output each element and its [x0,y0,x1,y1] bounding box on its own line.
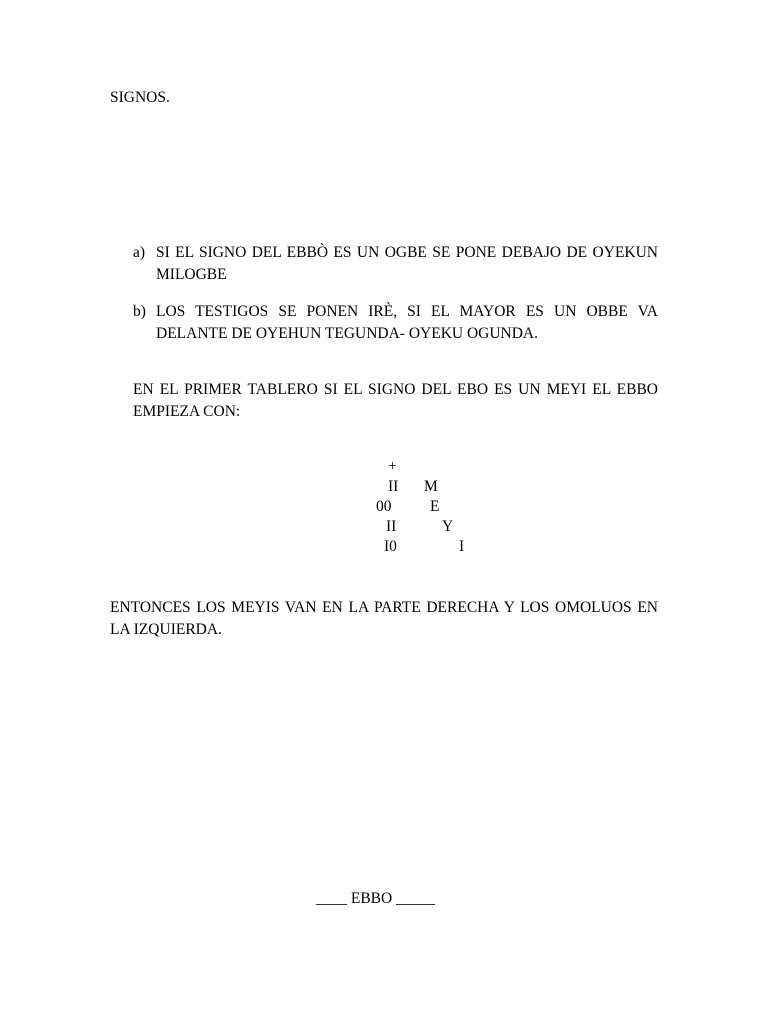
list-item [133,301,658,345]
list-item [133,242,658,286]
list-marker: a) [133,244,146,261]
page-title: SIGNOS. [110,89,170,106]
figure-line: + [388,458,397,475]
list-item-text: SI EL SIGNO DEL EBBÒ ES UN OGBE SE PONE DEBAJO DE OYEKUN MILOGBE [156,244,658,283]
figure-line: II [386,518,397,535]
figure-letter: I [459,538,465,555]
figure-line: II [388,478,399,495]
closing-paragraph: ENTONCES LOS MEYIS VAN EN LA PARTE DERECHA Y LOS OMOLUOS EN LA IZQUIERDA. [110,599,658,638]
figure-letter: Y [442,518,454,535]
list-marker: b) [133,303,146,320]
figure-line: I0 [384,538,397,555]
figure-letter: M [424,478,438,495]
list-item-text: LOS TESTIGOS SE PONEN IRÈ, SI EL MAYOR ES UN OBBE VA DELANTE DE OYEHUN TEGUNDA- OYEKU OGUNDA. [156,303,658,342]
intro-paragraph: EN EL PRIMER TABLERO SI EL SIGNO DEL EBO ES UN MEYI EL EBBO EMPIEZA CON: [133,381,658,420]
figure-line: 00 [376,498,392,515]
footer-label: ____ EBBO _____ [316,890,435,907]
figure-letter: E [430,498,440,515]
